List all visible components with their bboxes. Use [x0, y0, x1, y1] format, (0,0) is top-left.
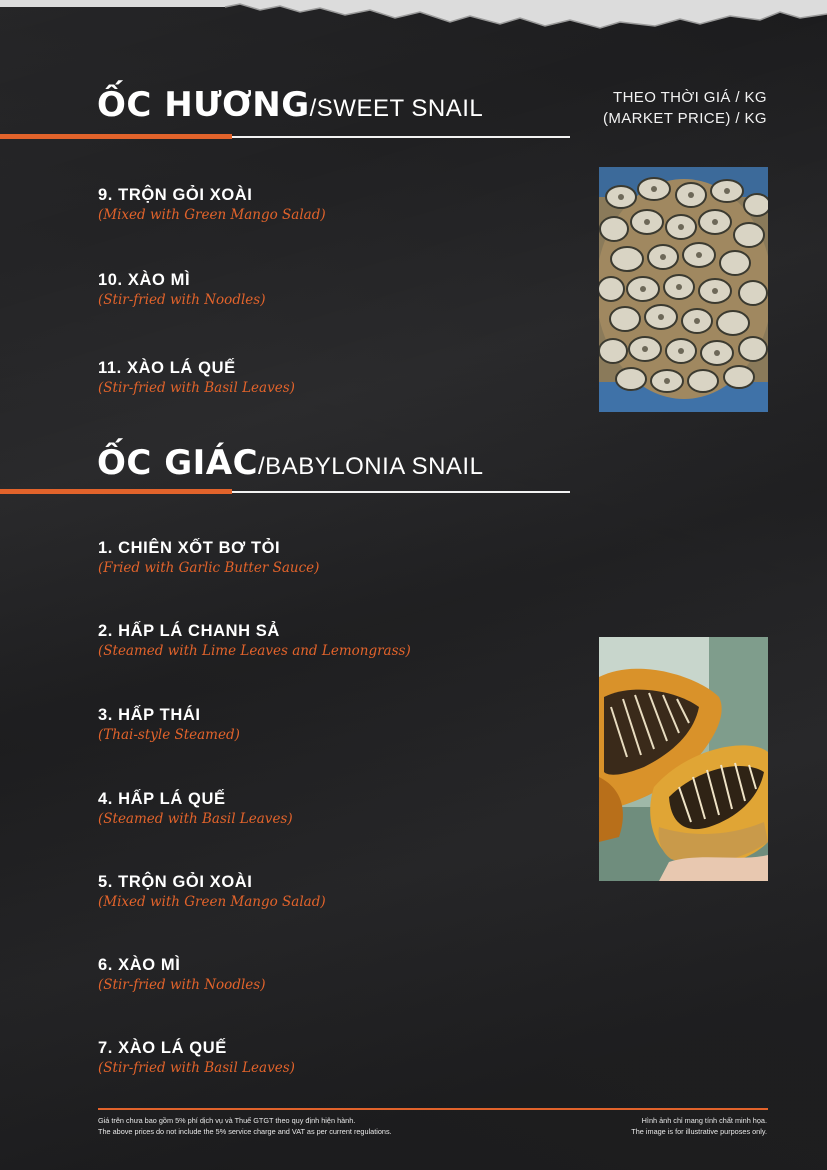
footer-disclaimer-vi: Giá trên chưa bao gồm 5% phí dịch vụ và Thuế GTGT theo quy định hiện hành.	[98, 1116, 356, 1125]
babylonia-snail-photo	[599, 637, 768, 881]
menu-item-name: 4. HẤP LÁ QUẾ	[98, 790, 226, 808]
menu-item-name: 6. XÀO MÌ	[98, 956, 181, 974]
menu-item-description: (Mixed with Green Mango Salad)	[98, 207, 326, 223]
menu-item	[98, 956, 265, 993]
section-title-vi: ỐC GIÁC	[97, 443, 259, 483]
menu-item	[98, 539, 319, 576]
menu-item-description: (Stir-fried with Noodles)	[98, 977, 266, 993]
menu-item-description: (Steamed with Basil Leaves)	[98, 811, 293, 827]
menu-item	[98, 186, 326, 223]
section-title-en: /BABYLONIA SNAIL	[258, 453, 484, 480]
market-price-line-vi: THEO THỜI GIÁ / KG	[613, 89, 767, 106]
menu-item	[98, 706, 240, 743]
menu-item-name: 10. XÀO MÌ	[98, 271, 191, 289]
menu-item	[98, 271, 265, 308]
menu-item-name: 3. HẤP THÁI	[98, 706, 201, 724]
menu-item-description: (Mixed with Green Mango Salad)	[98, 894, 326, 910]
torn-paper-edge	[0, 0, 827, 34]
footer-image-note-vi: Hình ảnh chỉ mang tính chất minh họa.	[641, 1116, 767, 1125]
menu-item-name: 9. TRỘN GỎI XOÀI	[98, 186, 253, 204]
footer-divider	[98, 1108, 768, 1110]
menu-item	[98, 873, 326, 910]
menu-item	[98, 622, 411, 659]
sweet-snail-photo	[599, 167, 768, 412]
menu-item-description: (Steamed with Lime Leaves and Lemongrass)	[98, 643, 411, 659]
footer-disclaimer-en: The above prices do not include the 5% service charge and VAT as per current regulations.	[98, 1127, 392, 1136]
footer-image-note-en: The image is for illustrative purposes only.	[631, 1127, 767, 1136]
section-title-sweet-snail	[97, 85, 483, 125]
menu-item-description: (Stir-fried with Basil Leaves)	[98, 1060, 295, 1076]
section-divider-orange	[0, 134, 232, 139]
menu-item	[98, 359, 295, 396]
menu-item-name: 5. TRỘN GỎI XOÀI	[98, 873, 253, 891]
menu-item	[98, 1039, 295, 1076]
market-price-note	[603, 87, 767, 129]
section-divider-orange	[0, 489, 232, 494]
menu-item-description: (Stir-fried with Noodles)	[98, 292, 266, 308]
market-price-line-en: (MARKET PRICE) / KG	[602, 110, 767, 127]
section-title-babylonia-snail	[97, 443, 483, 483]
menu-item	[98, 790, 293, 827]
menu-item-name: 7. XÀO LÁ QUẾ	[98, 1039, 227, 1057]
menu-item-description: (Fried with Garlic Butter Sauce)	[98, 560, 320, 576]
footer-price-disclaimer	[98, 1115, 392, 1137]
footer-image-disclaimer	[631, 1115, 767, 1137]
menu-item-description: (Thai-style Steamed)	[98, 727, 240, 743]
section-title-en: /SWEET SNAIL	[309, 95, 484, 122]
menu-item-description: (Stir-fried with Basil Leaves)	[98, 380, 295, 396]
menu-item-name: 11. XÀO LÁ QUẾ	[98, 359, 236, 377]
section-title-vi: ỐC HƯƠNG	[97, 85, 310, 125]
menu-item-name: 2. HẤP LÁ CHANH SẢ	[98, 622, 280, 640]
menu-item-name: 1. CHIÊN XỐT BƠ TỎI	[98, 539, 281, 557]
